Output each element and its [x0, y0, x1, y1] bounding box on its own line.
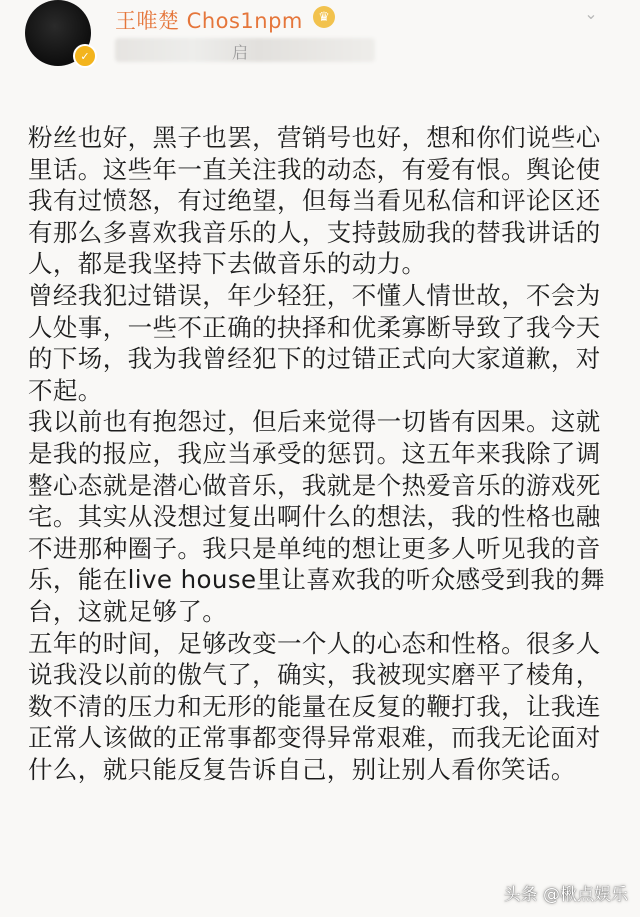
author-name[interactable]: 王唯楚 Chos1npm	[115, 9, 303, 33]
verified-badge-icon: ✓	[73, 44, 97, 68]
post-paragraph: 曾经我犯过错误，年少轻狂，不懂人情世故，不会为人处事，一些不正确的抉择和优柔寡断导致了我今天的下场，我为我曾经犯下的过错正式向大家道歉，对不起。	[28, 280, 601, 405]
post-meta-text: 启	[232, 43, 249, 62]
chevron-down-icon[interactable]: ⌄	[584, 4, 598, 23]
post-header	[0, 0, 640, 80]
crown-icon: ♛	[313, 6, 335, 28]
post-paragraph: 五年的时间，足够改变一个人的心态和性格。很多人说我没以前的傲气了，确实，我被现实磨平了棱角，数不清的压力和无形的能量在反复的鞭打我，让我连正常人该做的正常事都变得异常艰难，而我无论面对什么，就只能反复告诉自己，别让别人看你笑话。	[28, 628, 601, 784]
post-paragraph: 粉丝也好，黑子也罢，营销号也好，想和你们说些心里话。这些年一直关注我的动态，有爱有恨。舆论使我有过愤怒，有过绝望，但每当看见私信和评论区还有那么多喜欢我音乐的人，支持鼓励我的替我讲话的人，都是我坚持下去做音乐的动力。	[28, 123, 601, 279]
post-body	[28, 122, 614, 785]
post-paragraph: 我以前也有抱怨过，但后来觉得一切皆有因果。这就是我的报应，我应当承受的惩罚。这五年来我除了调整心态就是潜心做音乐，我就是个热爱音乐的游戏死宅。其实从没想过复出啊什么的想法，我的性格也融不进那种圈子。我只是单纯的想让更多人听见我的音乐，能在live house里让喜欢我的听众感受到我的舞台，这就足够了。	[28, 407, 606, 626]
watermark	[504, 880, 628, 905]
watermark-text: 头条 @楸点娱乐	[503, 885, 628, 905]
